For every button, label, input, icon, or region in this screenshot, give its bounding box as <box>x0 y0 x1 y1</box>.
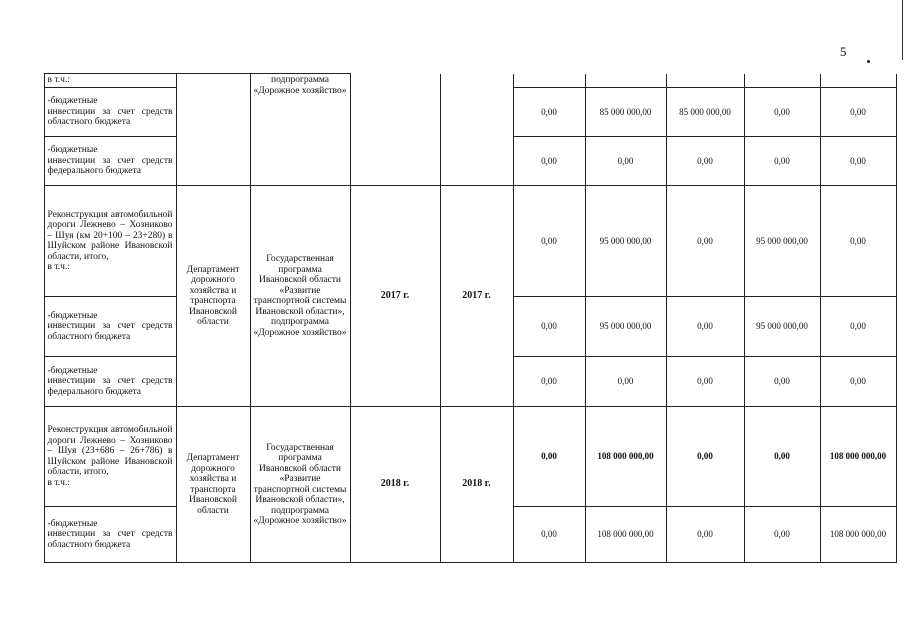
row-desc: - бюджетные инвестиции за счет средств областного бюджета <box>44 88 176 137</box>
value-cell: 0,00 <box>513 407 585 507</box>
value-cell: 0,00 <box>666 297 744 357</box>
value-cell: 95 000 000,00 <box>585 297 666 357</box>
start-year-cell: 2017 г. <box>350 186 440 407</box>
value-cell: 0,00 <box>585 357 666 407</box>
value-cell: 0,00 <box>820 357 896 407</box>
program-cell: Государственная программа Ивановской области «Развитие транспортной системы Ивановской области», подпрограмма «Дорожное хозяйство» <box>250 186 350 407</box>
value-cell: 0,00 <box>744 507 820 563</box>
table-row <box>44 407 896 507</box>
value-cell: 95 000 000,00 <box>585 186 666 297</box>
row-desc: - бюджетные инвестиции за счет средств федерального бюджета <box>44 357 176 407</box>
value-cell: 0,00 <box>666 407 744 507</box>
value-cell: 0,00 <box>666 186 744 297</box>
value-cell: 95 000 000,00 <box>744 297 820 357</box>
value-cell: 0,00 <box>820 297 896 357</box>
table-row <box>44 74 896 88</box>
value-cell: 0,00 <box>513 88 585 137</box>
value-cell: 108 000 000,00 <box>820 507 896 563</box>
value-cell: 0,00 <box>666 507 744 563</box>
value-cell: 85 000 000,00 <box>666 88 744 137</box>
value-cell: 0,00 <box>744 137 820 186</box>
end-year-cell: 2017 г. <box>440 186 513 407</box>
value-cell: 0,00 <box>820 88 896 137</box>
department-cell: Департамент дорожного хозяйства и транспорта Ивановской области <box>176 407 250 563</box>
table-row <box>44 186 896 297</box>
start-year-cell: 2018 г. <box>350 407 440 563</box>
value-cell: 0,00 <box>820 137 896 186</box>
dept-cell-empty <box>176 74 250 186</box>
value-cell: 0,00 <box>820 186 896 297</box>
value-cell: 0,00 <box>513 357 585 407</box>
row-desc: Реконструкция автомобильной дороги Лежнево – Хозниково – Шуя (км 20+100 – 23+280) в Шуйском районе Ивановской области, итого, в т.ч.: <box>44 186 176 297</box>
program-cell: подпрограмма «Дорожное хозяйство» <box>250 74 350 186</box>
value-cell: 108 000 000,00 <box>585 407 666 507</box>
scan-edge-line <box>902 0 903 60</box>
start-year-cell-empty <box>350 74 440 186</box>
value-cell: 0,00 <box>666 137 744 186</box>
value-cell: 0,00 <box>513 186 585 297</box>
value-cell: 0,00 <box>513 137 585 186</box>
value-cell: 0,00 <box>513 297 585 357</box>
value-cell: 95 000 000,00 <box>744 186 820 297</box>
end-year-cell-empty <box>440 74 513 186</box>
value-cell: 0,00 <box>513 507 585 563</box>
value-cell: 0,00 <box>666 357 744 407</box>
value-cell: 108 000 000,00 <box>585 507 666 563</box>
row-desc: в т.ч.: <box>44 74 176 88</box>
end-year-cell: 2018 г. <box>440 407 513 563</box>
value-cell: 0,00 <box>744 407 820 507</box>
row-desc: - бюджетные инвестиции за счет средств областного бюджета <box>44 297 176 357</box>
page-number: 5 <box>840 44 847 59</box>
value-cell: 0,00 <box>744 88 820 137</box>
department-cell: Департамент дорожного хозяйства и транспорта Ивановской области <box>176 186 250 407</box>
value-cell: 108 000 000,00 <box>820 407 896 507</box>
value-cell: 0,00 <box>744 357 820 407</box>
value-cell: 0,00 <box>585 137 666 186</box>
value-cell: 85 000 000,00 <box>585 88 666 137</box>
program-cell: Государственная программа Ивановской области «Развитие транспортной системы Ивановской области», подпрограмма «Дорожное хозяйство» <box>250 407 350 563</box>
row-desc: - бюджетные инвестиции за счет средств федерального бюджета <box>44 137 176 186</box>
row-desc: Реконструкция автомобильной дороги Лежнево – Хозниково – Шуя (23+686 – 26+786) в Шуйском районе Ивановской области, итого, в т.ч.: <box>44 407 176 507</box>
row-desc: - бюджетные инвестиции за счет средств областного бюджета <box>44 507 176 563</box>
scan-dot <box>867 60 870 63</box>
budget-table <box>44 73 897 563</box>
